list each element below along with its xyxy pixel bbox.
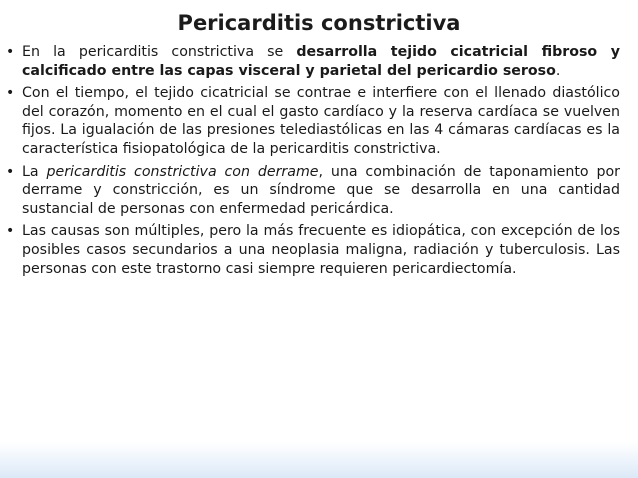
bullet-text-normal: En la pericarditis constrictiva se xyxy=(22,44,297,60)
bullet-text-italic: pericarditis constrictiva con derrame xyxy=(46,163,319,180)
bullet-item xyxy=(6,43,620,80)
bullet-item xyxy=(6,84,620,158)
bullet-text-normal: , una combinación de taponamiento por derrame y constricción, es un síndrome que se desarrolla en una cantidad sustancial de personas con enfermedad pericárdica. xyxy=(22,163,621,217)
footer-gradient-band xyxy=(0,442,638,478)
bullet-text-bold: desarrolla tejido cicatricial fibroso y calcificado entre las capas visceral y parietal del pericardio seroso xyxy=(22,44,620,79)
bullet-icon: • xyxy=(6,44,15,60)
bullet-item xyxy=(6,163,620,219)
bullet-item xyxy=(6,222,620,278)
bullet-icon: • xyxy=(6,85,15,102)
bullet-text-normal: Con el tiempo, el tejido cicatricial se contrae e interfiere con el llenado diastólico del corazón, momento en el cual el gasto cardíaco y la reserva cardíaca se vuelven fijos. La igualación de las presiones telediastólicas en las 4 cámaras cardíacas es la característica fisiopatológica de la pericarditis constrictiva. xyxy=(22,85,620,157)
bullet-text-normal: Las causas son múltiples, pero la más frecuente es idiopática, con excepción de los posibles casos secundarios a una neoplasia maligna, radiación y tuberculosis. Las personas con este trastorno casi siempre requieren pericardiectomía. xyxy=(22,223,620,277)
bullet-icon: • xyxy=(6,163,15,180)
bullet-list xyxy=(6,43,620,282)
bullet-icon: • xyxy=(6,223,15,240)
slide-title: Pericarditis constrictiva xyxy=(177,11,461,35)
bullet-text-normal: La xyxy=(22,163,47,180)
bullet-text-normal: . xyxy=(555,62,561,79)
